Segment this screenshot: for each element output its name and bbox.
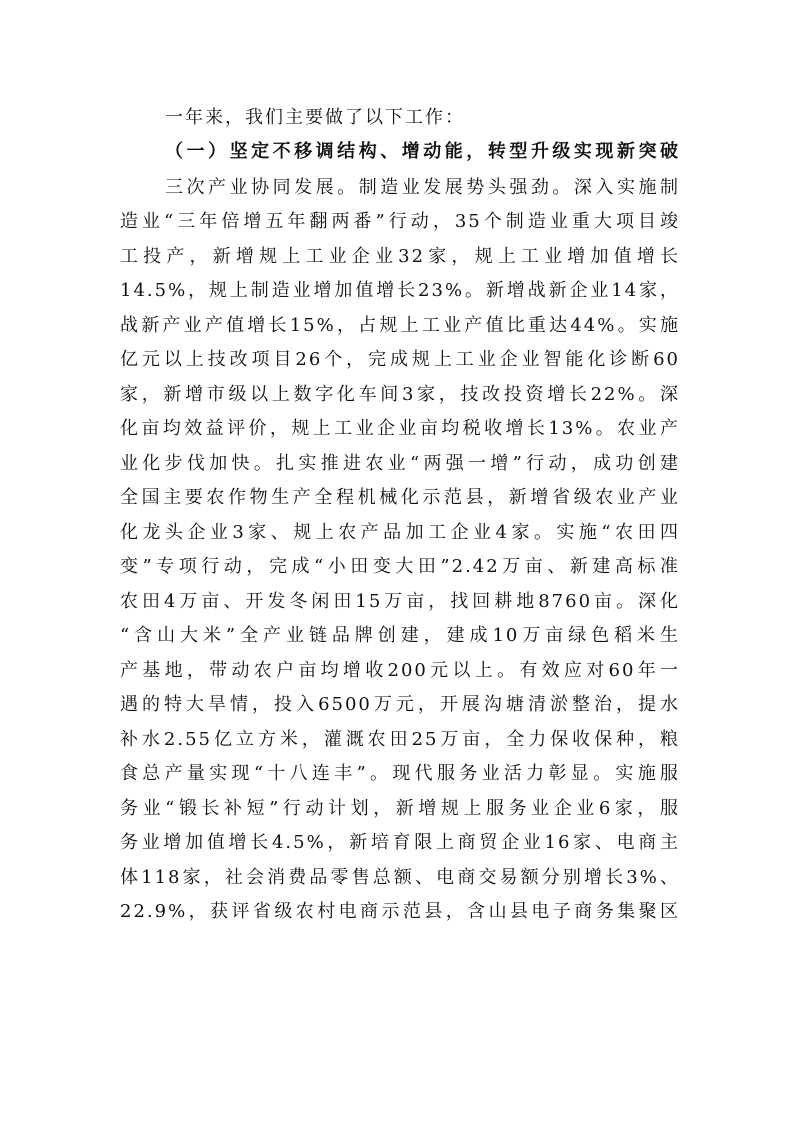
body-line: 工投产，新增规上工业企业32家，规上工业增加值增长 [120,246,680,267]
body-line: 三次产业协同发展。制造业发展势头强劲。深入实施制 [165,177,680,198]
intro-paragraph: 一年来，我们主要做了以下工作： [165,107,465,128]
body-line: 遇的特大旱情，投入6500万元，开展沟塘清淤整治，提水 [120,694,680,715]
body-line: 22.9%，获评省级农村电商示范县，含山县电子商务集聚区 [120,901,680,922]
section-heading: （一）坚定不移调结构、增动能，转型升级实现新突破 [165,141,680,162]
body-line: 变”专项行动，完成“小田变大田”2.42万亩、新建高标准 [120,556,680,577]
body-line: 务业“锻长补短”行动计划，新增规上服务业企业6家，服 [120,798,680,819]
body-line: 化亩均效益评价，规上工业企业亩均税收增长13%。农业产 [120,418,680,439]
body-line: 食总产量实现“十八连丰”。现代服务业活力彰显。实施服 [120,763,680,784]
body-line: 家，新增市级以上数字化车间3家，技改投资增长22%。深 [120,384,680,405]
body-line: 亿元以上技改项目26个，完成规上工业企业智能化诊断60 [120,349,680,370]
body-line: 务业增加值增长4.5%，新培育限上商贸企业16家、电商主 [120,832,680,853]
body-line: 补水2.55亿立方米，灌溉农田25万亩，全力保收保种，粮 [120,729,680,750]
body-line: 战新产业产值增长15%，占规上工业产值比重达44%。实施 [120,315,680,336]
body-line: “含山大米”全产业链品牌创建，建成10万亩绿色稻米生 [120,625,680,646]
body-line: 化龙头企业3家、规上农产品加工企业4家。实施“农田四 [120,522,680,543]
body-line: 业化步伐加快。扎实推进农业“两强一增”行动，成功创建 [120,453,680,474]
body-line: 产基地，带动农户亩均增收200元以上。有效应对60年一 [120,660,680,681]
body-line: 全国主要农作物生产全程机械化示范县，新增省级农业产业 [120,487,680,508]
body-line: 14.5%，规上制造业增加值增长23%。新增战新企业14家， [120,280,680,301]
body-line: 造业“三年倍增五年翻两番”行动，35个制造业重大项目竣 [120,211,680,232]
body-line: 农田4万亩、开发冬闲田15万亩，找回耕地8760亩。深化 [120,591,680,612]
body-line: 体118家，社会消费品零售总额、电商交易额分别增长3%、 [120,867,680,888]
